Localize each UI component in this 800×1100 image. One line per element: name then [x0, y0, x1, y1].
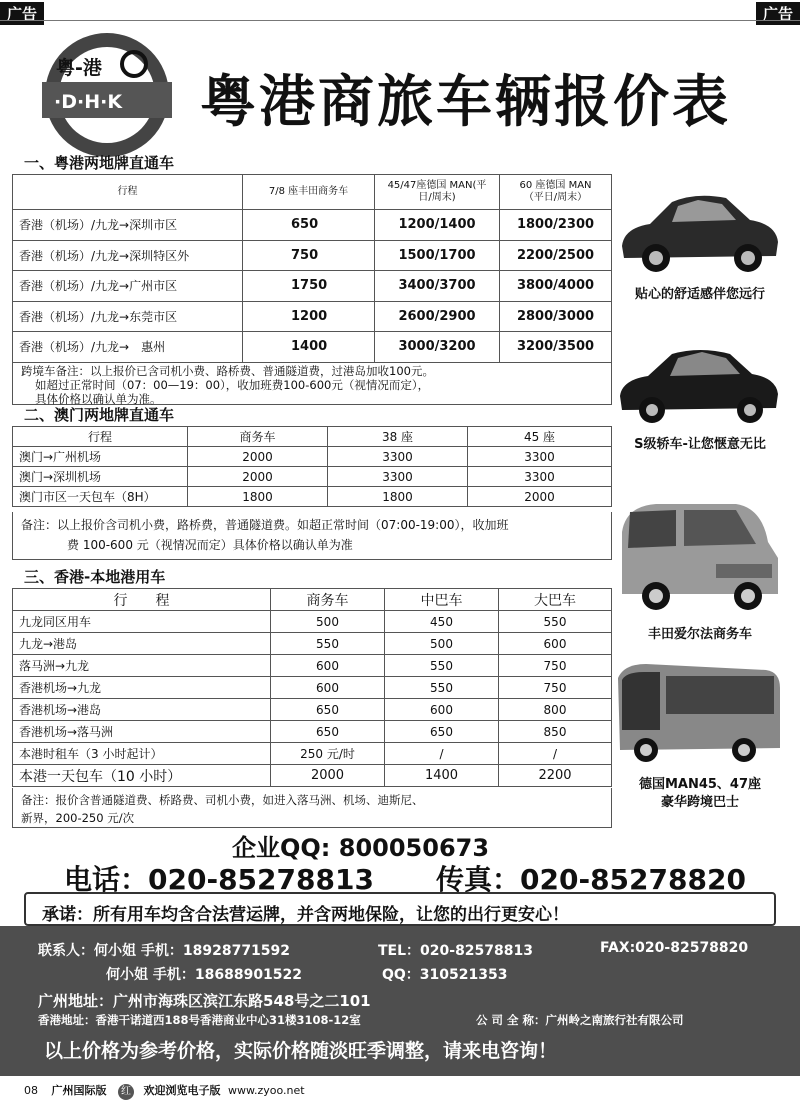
- phone-number: 电话：020-85278813: [64, 863, 374, 896]
- table-row: 本港时租车（3 小时起计） 250 元/时 / /: [13, 743, 612, 765]
- contact-person2: 何小姐 手机：18688901522: [106, 967, 303, 983]
- header-col2: 45/47座德国 MAN(平 日/周末): [375, 175, 500, 210]
- table-row: 澳门→广州机场 2000 3300 3300: [13, 447, 612, 467]
- page-number: 08: [24, 1084, 38, 1097]
- promise-banner: 承诺：所有用车均含合法营运牌，并含两地保险，让您的出行更安心！: [24, 892, 776, 926]
- table-row: 落马洲→九龙 600 550 750: [13, 655, 612, 677]
- footer: [24, 1082, 305, 1100]
- caption-car2: S级轿车-让您惬意无比: [634, 437, 766, 452]
- table-row: 香港（机场）/九龙→广州市区 1750 3400/3700 3800/4000: [13, 271, 612, 302]
- table-row: 香港（机场）/九龙→深圳特区外 750 1500/1700 2200/2500: [13, 240, 612, 271]
- hongkong-address: 香港地址：香港干诺道西188号香港商业中心31楼3108-12室: [38, 1013, 361, 1027]
- guangzhou-address: 广州地址：广州市海珠区滨江东路548号之二101: [38, 992, 371, 1010]
- header-route: 行程: [13, 175, 243, 210]
- toyota-alphard-image: [616, 498, 782, 616]
- fax-number: 传真：020-85278820: [436, 863, 746, 896]
- section2-note: 备注：以上报价含司机小费，路桥费，普通隧道费。如超正常时间（07:00-19:00），收加班 费 100-600 元（视情况而定）具体价格以确认单为准: [12, 512, 612, 560]
- logo-text-top: 粤-港: [56, 57, 102, 79]
- contact-tel2: TEL：020-82578813: [378, 943, 533, 959]
- dhk-logo: [42, 30, 172, 160]
- table-row: 香港（机场）/九龙→深圳市区 650 1200/1400 1800/2300: [13, 210, 612, 241]
- contact-fax2: FAX:020-82578820: [600, 940, 749, 956]
- header-col3: 60 座德国 MAN （平日/周末）: [500, 175, 612, 210]
- section1-note: 跨境车备注：以上报价已含司机小费、路桥费、普通隧道费，过港岛加收100元。 如超过正常时间（07：00—19：00），收加班费100-600元（视情况而定）， 具体价格以确认单为准。: [12, 361, 612, 405]
- logo-text-bottom: ·D·H·K: [54, 91, 123, 113]
- top-rule: [0, 20, 800, 21]
- browse-label: 欢迎浏览电子版: [143, 1084, 221, 1097]
- table-row: 本港一天包车（10 小时） 2000 1400 2200: [13, 765, 612, 787]
- website-link[interactable]: www.zyoo.net: [228, 1084, 305, 1097]
- table-section2: 行程 商务车 38 座 45 座 澳门→广州机场 2000 3300 3300 澳门→深圳机场 2000 3300 3300 澳门市区一天包车（8H） 1800 1800 2000: [12, 426, 612, 507]
- company-qq: 企业QQ: 800050673: [232, 834, 490, 862]
- page-title: 粤港商旅车辆报价表: [200, 70, 731, 135]
- red-mark-icon: 红: [118, 1084, 134, 1100]
- s-class-image: [616, 336, 782, 426]
- man-coach-image: [616, 660, 782, 766]
- contact-panel: [0, 926, 800, 1076]
- ad-label-right: 广告: [756, 2, 800, 25]
- caption-car4: 德国MAN45、47座 豪华跨境巴士: [638, 777, 762, 810]
- company-name: 公 司 全 称：广州岭之南旅行社有限公司: [476, 1013, 684, 1027]
- table-row: 香港机场→港岛 650 600 800: [13, 699, 612, 721]
- sedan-image: [616, 176, 782, 276]
- section3-note: 备注：报价含普通隧道费、桥路费、司机小费，如进入落马洲、机场、迪斯尼、 新界，200-250 元/次: [12, 788, 612, 828]
- section1-title: 一、粤港两地牌直通车: [24, 154, 175, 172]
- table-row: 香港（机场）/九龙→东莞市区 1200 2600/2900 2800/3000: [13, 301, 612, 332]
- ad-label-left: 广告: [0, 2, 44, 25]
- table-section3: 行 程 商务车 中巴车 大巴车 九龙同区用车 500 450 550 九龙→港岛 550 500 600 落马洲→九龙 600 550 750 香港机场→九龙 600 550 750 香港机场→港岛 650 600 800 香港机场→落马洲 650 650 850 本港时租车（3 小时起计） 250 元/时 / / 本港一天包车（10 小时） 2000 1400 2200: [12, 588, 612, 787]
- table-row: 九龙→港岛 550 500 600: [13, 633, 612, 655]
- contact-person1: 联系人：何小姐 手机：18928771592: [38, 943, 291, 959]
- table-row: 澳门市区一天包车（8H） 1800 1800 2000: [13, 487, 612, 507]
- table-row: 香港机场→落马洲 650 650 850: [13, 721, 612, 743]
- contact-qq2: QQ：310521353: [382, 967, 508, 983]
- table-section1: [12, 174, 612, 363]
- table-row: 澳门→深圳机场 2000 3300 3300: [13, 467, 612, 487]
- table-row: 香港（机场）/九龙→ 惠州 1400 3000/3200 3200/3500: [13, 332, 612, 363]
- section2-title: 二、澳门两地牌直通车: [24, 406, 175, 424]
- caption-car3: 丰田爱尔法商务车: [647, 627, 752, 642]
- caption-car1: 贴心的舒适感伴您远行: [634, 287, 765, 302]
- table-row: 香港机场→九龙 600 550 750: [13, 677, 612, 699]
- table-row: 九龙同区用车 500 450 550: [13, 611, 612, 633]
- price-slogan: 以上价格为参考价格，实际价格随淡旺季调整，请来电咨询！: [44, 1040, 558, 1062]
- header-col1: 7/8 座丰田商务车: [243, 175, 375, 210]
- edition-label: 广州国际版: [51, 1084, 107, 1097]
- section3-title: 三、香港-本地港用车: [24, 568, 166, 586]
